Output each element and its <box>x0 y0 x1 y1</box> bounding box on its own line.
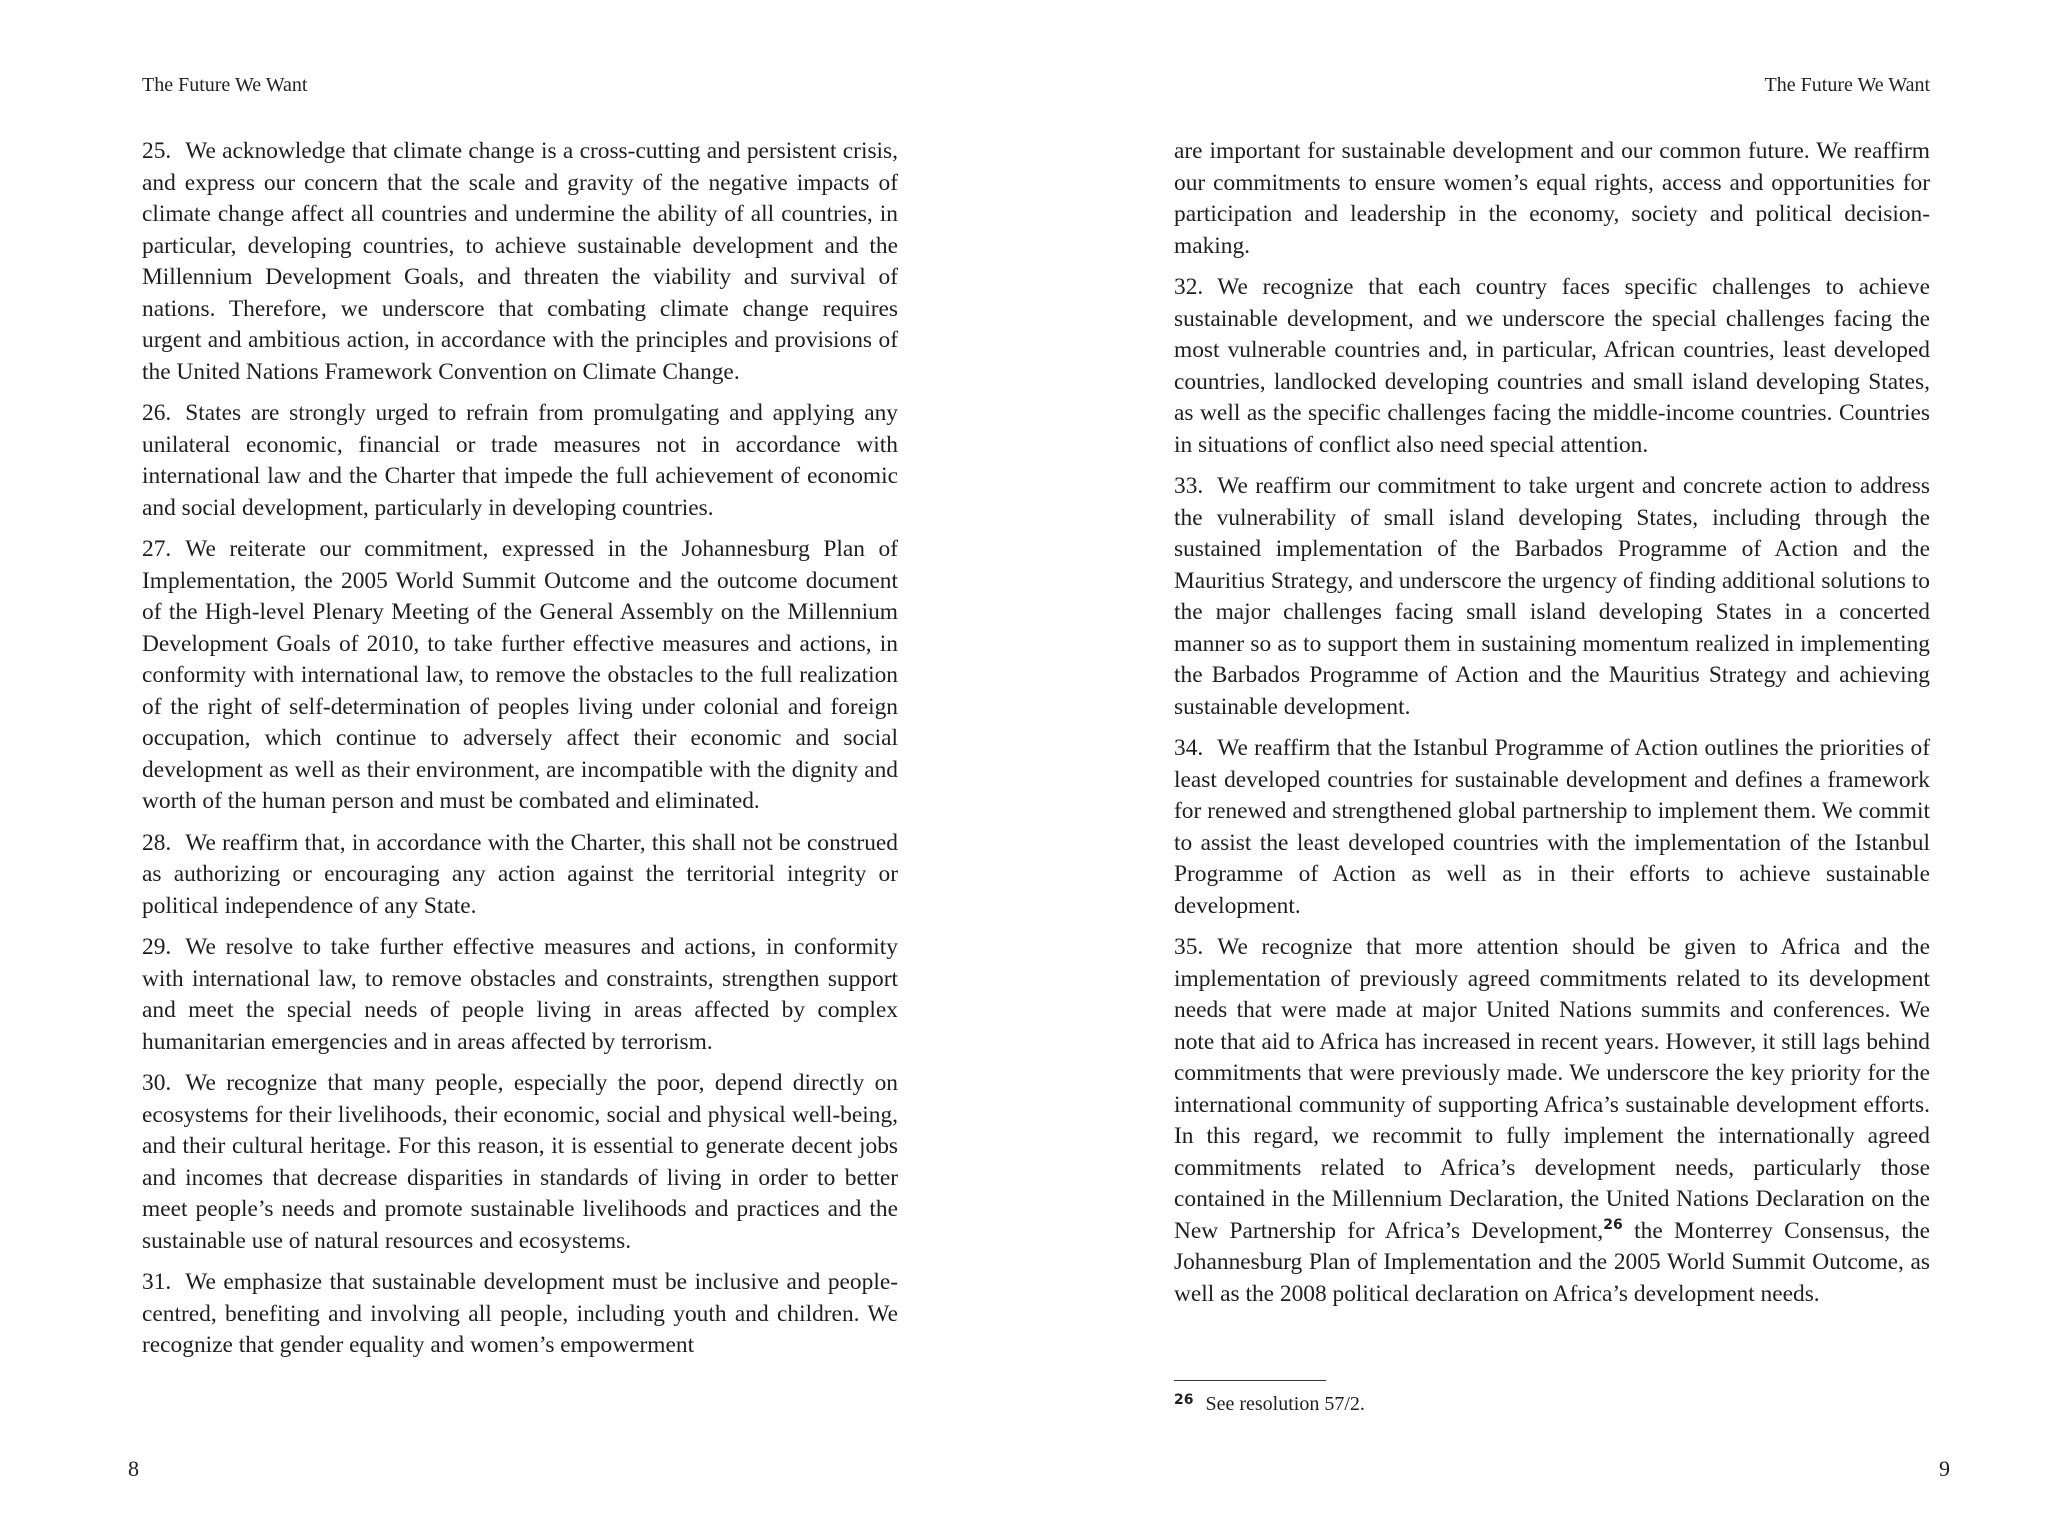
footnote-reference[interactable]: 26 <box>1603 1216 1623 1233</box>
paragraph-text: We resolve to take further effective measures and actions, in conformity with international law, to remove obstacles and constraints, strengthen support and meet the special needs of people living in areas affected by complex humanitarian emergencies and in areas affected by terrorism. <box>142 934 898 1055</box>
paragraph-text: We recognize that more attention should be given to Africa and the implementation of previously agreed commitments related to its development needs that were made at major United Nations summits and conferences. We note that aid to Africa has increased in recent years. However, it still lags behind commitments that were previously made. We underscore the key priority for the international community of supporting Africa’s sustainable development efforts. In this regard, we recommit to fully implement the internationally agreed commitments related to Africa’s development needs, particularly those contained in the Millennium Declaration, the United Nations Declaration on the New Partnership for Africa’s Development, <box>1174 934 1930 1244</box>
paragraph-text: We reaffirm our commitment to take urgent and concrete action to address the vulnerability of small island developing States, including through the sustained implementation of the Barbados Programme of Action and the Mauritius Strategy, and underscore the urgency of finding additional solutions to the major challenges facing small island developing States in a concerted manner so as to support them in sustaining momentum realized in implementing the Barbados Programme of Action and the Mauritius Strategy and achieving sustainable development. <box>1174 473 1930 720</box>
footnote-divider <box>1174 1380 1326 1381</box>
right-body-text <box>1174 136 1930 1320</box>
footnote-number: 26 <box>1174 1392 1194 1408</box>
paragraph-35 <box>1174 932 1930 1310</box>
paragraph-29 <box>142 932 898 1058</box>
paragraph-number: 29. <box>142 934 172 960</box>
footnote <box>1174 1392 1365 1416</box>
paragraph-number: 27. <box>142 536 172 562</box>
running-head-left: The Future We Want <box>142 74 308 96</box>
paragraph-26 <box>142 398 898 524</box>
paragraph-text: We recognize that each country faces specific challenges to achieve sustainable development, and we underscore the special challenges facing the most vulnerable countries and, in particular, African countries, least developed countries, landlocked developing countries and small island developing States, as well as the specific challenges facing the middle-income countries. Countries in situations of conflict also need special attention. <box>1174 274 1930 458</box>
paragraph-28 <box>142 828 898 923</box>
running-head-right: The Future We Want <box>1764 74 1930 96</box>
paragraph-33 <box>1174 471 1930 723</box>
footnote-text: See resolution 57/2. <box>1205 1393 1365 1415</box>
paragraph-number: 28. <box>142 829 172 856</box>
page-number-left: 8 <box>128 1456 139 1481</box>
paragraph-number: 31. <box>142 1269 172 1295</box>
paragraph-text: We emphasize that sustainable development must be inclusive and people-centred, benefiting and involving all people, including youth and children. We recognize that gender equality and women’s empowerment <box>142 1269 898 1358</box>
paragraph-number: 26. <box>142 400 172 426</box>
paragraph-text: States are strongly urged to refrain from promulgating and applying any unilateral economic, financial or trade measures not in accordance with international law and the Charter that impede the full achievement of economic and social development, particularly in developing countries. <box>142 400 898 521</box>
paragraph-number: 34. <box>1174 735 1204 761</box>
paragraph-text-continued: the Monterrey Consensus, the Johannesburg Plan of Implementation and the 2005 World Summit Outcome, as well as the 2008 political declaration on Africa’s development needs. <box>1174 1217 1930 1307</box>
paragraph-text: We reaffirm that the Istanbul Programme of Action outlines the priorities of least developed countries for sustainable development and defines a framework for renewed and strengthened global partnership to implement them. We commit to assist the least developed countries with the implementation of the Istanbul Programme of Action as well as in their efforts to achieve sustainable development. <box>1174 735 1930 919</box>
paragraph-31-continuation: are important for sustainable development and our common future. We reaffirm our commitments to ensure women’s equal rights, access and opportunities for participation and leadership in the economy, society and political decision-making. <box>1174 138 1930 259</box>
paragraph-number: 33. <box>1174 473 1204 499</box>
paragraph-text: We reaffirm that, in accordance with the Charter, this shall not be construed as authorizing or encouraging any action against the territorial integrity or political independence of any State. <box>142 829 898 919</box>
paragraph-25 <box>142 136 898 388</box>
paragraph-text: We acknowledge that climate change is a cross-cutting and persistent crisis, and express our concern that the scale and gravity of the negative impacts of climate change affect all countries and undermine the ability of all countries, in particular, developing countries, to achieve sustainable development and the Millennium Development Goals, and threaten the viability and survival of nations. Therefore, we underscore that combating climate change requires urgent and ambitious action, in accordance with the principles and provisions of the United Nations Framework Convention on Climate Change. <box>142 138 898 385</box>
paragraph-27 <box>142 534 898 818</box>
paragraph-number: 30. <box>142 1070 172 1096</box>
paragraph-number: 25. <box>142 138 172 164</box>
paragraph-text: We recognize that many people, especially the poor, depend directly on ecosystems for their livelihoods, their economic, social and physical well-being, and their cultural heritage. For this reason, it is essential to generate decent jobs and incomes that decrease disparities in standards of living in order to better meet people’s needs and promote sustainable livelihoods and practices and the sustainable use of natural resources and ecosystems. <box>142 1070 898 1254</box>
paragraph-text: We reiterate our commitment, expressed in the Johannesburg Plan of Implementation, the 2005 World Summit Outcome and the outcome document of the High-level Plenary Meeting of the General Assembly on the Millennium Development Goals of 2010, to take further effective measures and actions, in conformity with international law, to remove the obstacles to the full realization of the right of self-determination of peoples living under colonial and foreign occupation, which continue to adversely affect their economic and social development as well as their environment, are incompatible with the dignity and worth of the human person and must be combated and eliminated. <box>142 536 898 814</box>
page-number-right: 9 <box>1939 1456 1950 1481</box>
left-body-text <box>142 136 898 1372</box>
paragraph-number: 35. <box>1174 934 1204 960</box>
right-page <box>1024 0 2048 1536</box>
paragraph-34 <box>1174 733 1930 922</box>
paragraph-32 <box>1174 272 1930 461</box>
paragraph-30 <box>142 1068 898 1257</box>
paragraph-31 <box>142 1267 898 1362</box>
paragraph-number: 32. <box>1174 274 1204 300</box>
